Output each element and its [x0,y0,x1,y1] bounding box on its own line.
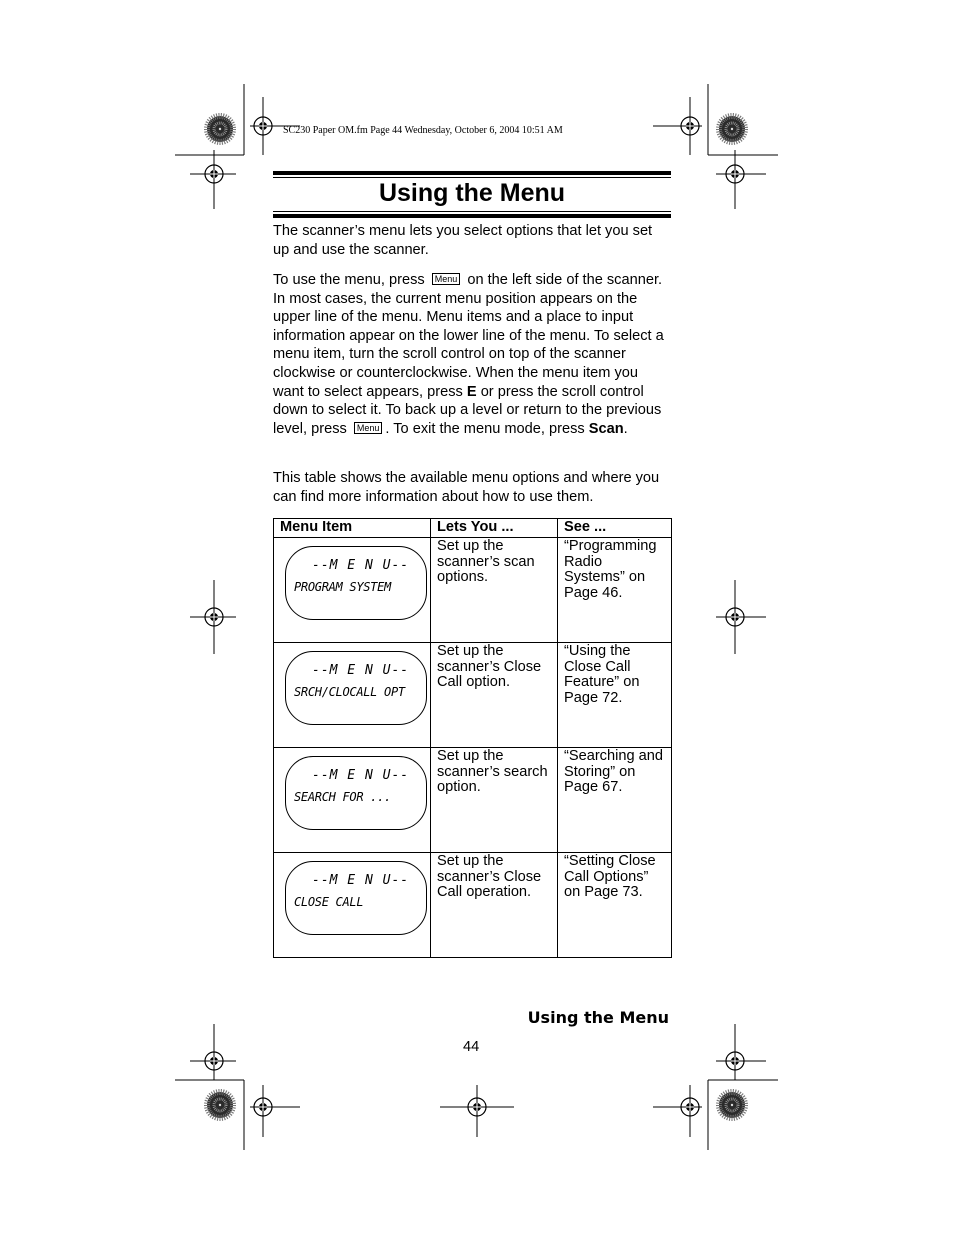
see-cell: “Programming Radio Systems” on Page 46. [558,538,672,643]
lets-you-cell: Set up the scanner’s Close Call operation. [431,853,558,958]
table-header-row [274,519,672,538]
instructions-text-5: . [623,420,628,437]
key-e-label: E [466,383,477,400]
lets-you-cell: Set up the scanner’s search option. [431,748,558,853]
page-number: 44 [463,1039,480,1055]
page-title: Using the Menu [378,179,566,207]
title-rule-top-thick [273,171,671,175]
menu-key-icon: Menu [354,422,383,434]
title-rule-bottom-thin [273,211,671,212]
lcd-display [285,651,427,725]
lcd-top-line: --M E N U-- [312,558,410,573]
table-row [274,643,672,748]
menu-item-cell [274,538,431,643]
see-cell: “Setting Close Call Options” on Page 73. [558,853,672,958]
lcd-bottom-line: CLOSE CALL [294,895,364,909]
menu-item-cell [274,643,431,748]
header-menu-item: Menu Item [274,519,431,538]
intro-paragraph: The scanner’s menu lets you select options that let you set up and use the scanner. [273,223,653,258]
lcd-display [285,861,427,935]
lcd-top-line: --M E N U-- [312,768,410,783]
lcd-bottom-line: SEARCH FOR ... [294,790,391,804]
table-row [274,538,672,643]
header-lets-you: Lets You ... [431,519,558,538]
header-see: See ... [558,519,672,538]
lcd-top-line: --M E N U-- [312,873,410,888]
lcd-top-line: --M E N U-- [312,663,410,678]
instructions-text-1: To use the menu, press [273,272,425,288]
lets-you-cell: Set up the scanner’s Close Call option. [431,643,558,748]
lcd-display [285,546,427,620]
instructions-text-4: . To exit the menu mode, press [385,420,585,437]
key-scan-label: Scan [588,420,624,437]
title-rule-bottom-thick [273,214,671,218]
instructions-text-3: or press the scroll control down to select it. To back up a level or return to the previous level, press [273,383,662,437]
lets-you-cell: Set up the scanner’s scan options. [431,538,558,643]
table-intro-paragraph: This table shows the available menu options and where you can find more information about how to use them. [273,470,660,505]
footer-section-title: Using the Menu [527,1008,669,1027]
lcd-bottom-line: SRCH/CLOCALL OPT [294,685,405,699]
lcd-bottom-line: PROGRAM SYSTEM [294,580,391,594]
instructions-paragraph [273,271,671,438]
print-slug-line: SC230 Paper OM.fm Page 44 Wednesday, October 6, 2004 10:51 AM [283,125,563,136]
see-cell: “Searching and Storing” on Page 67. [558,748,672,853]
menu-key-icon: Menu [432,273,461,285]
see-cell: “Using the Close Call Feature” on Page 72. [558,643,672,748]
table-row [274,853,672,958]
menu-item-cell [274,853,431,958]
menu-options-table [273,518,672,958]
menu-item-cell [274,748,431,853]
table-row [274,748,672,853]
lcd-display [285,756,427,830]
instructions-text-2: on the left side of the scanner. In most cases, the current menu position appears on the upper line of the menu. Menu items and a place to input information appear on the lower line of the menu. To select a menu item, turn the scroll control on top of the scanner clockwise or counterclockwise. When the menu item you want to select appears, press [273,272,664,400]
